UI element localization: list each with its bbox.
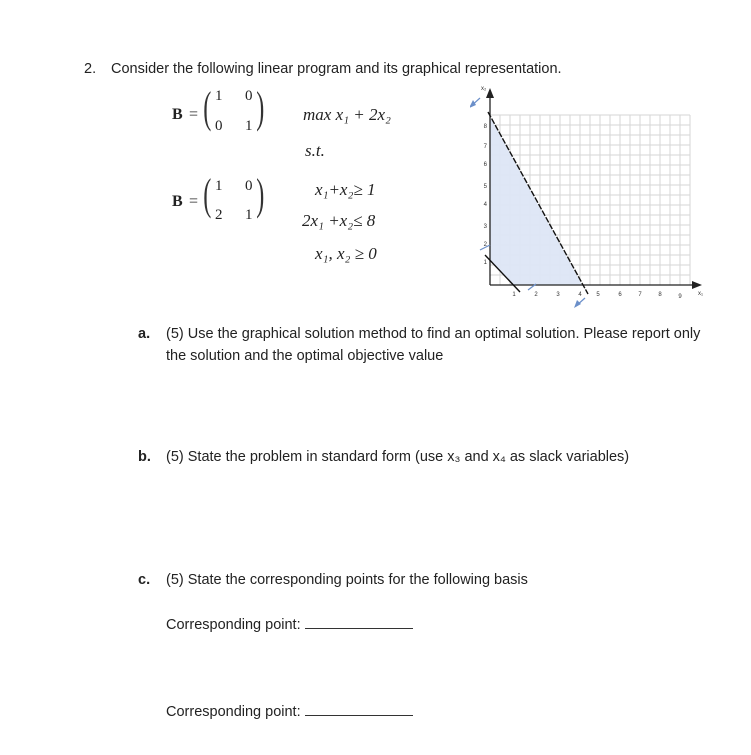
x-tick-label: 7 — [638, 292, 642, 298]
matrix2-cell: 0 — [245, 178, 253, 194]
part-b-text: (5) State the problem in standard form (use x₃ and x₄ as slack variables) — [166, 449, 630, 465]
x-tick-label: 3 — [556, 292, 560, 298]
question-text: Consider the following linear program and its graphical representation. — [111, 61, 562, 77]
part-a-text-line2: the solution and the optimal objective value — [166, 348, 444, 364]
arrow-bottom-right-head — [574, 300, 581, 308]
answer-blank[interactable] — [305, 616, 413, 629]
lp-subject-to: s.t. — [305, 141, 325, 160]
matrix2-cell: 1 — [245, 207, 253, 223]
matrix1-right-paren: ) — [256, 83, 265, 132]
x-tick-label: 5 — [596, 292, 600, 298]
corresponding-point-label: Corresponding point: — [166, 617, 301, 633]
matrix2-equals: = — [189, 193, 199, 210]
y-tick-label: 1 — [483, 260, 487, 266]
part-b-label: b. — [138, 449, 151, 465]
x-axis-arrowhead — [692, 281, 702, 289]
corresponding-point-2 — [166, 703, 413, 720]
matrix1-equals: = — [189, 106, 199, 123]
matrix1-cell: 1 — [245, 118, 253, 134]
lp-constraint-2: 2x₁ +x₂≤ 8 — [302, 211, 376, 230]
part-c-text: (5) State the corresponding points for the following basis — [166, 572, 528, 588]
y-axis-arrowhead — [486, 88, 494, 98]
lp-constraint-1: x₁+x₂≥ 1 — [315, 180, 376, 199]
arrow-top-head — [470, 100, 476, 108]
part-a-text-line1: (5) Use the graphical solution method to find an optimal solution. Please report only — [166, 326, 701, 342]
y-tick-label: 4 — [483, 202, 487, 208]
y-tick-label: 2 — [483, 242, 487, 248]
x-tick-label: 6 — [618, 292, 622, 298]
y-tick-label: 7 — [483, 144, 487, 150]
x-tick-label: 8 — [658, 292, 662, 298]
x-tick-label: 9 — [678, 294, 682, 300]
y-tick-label: 5 — [483, 184, 487, 190]
corresponding-point-1 — [166, 616, 413, 633]
matrix1-label: B — [172, 106, 183, 123]
matrix1-cell: 0 — [215, 118, 223, 134]
answer-blank[interactable] — [305, 703, 413, 716]
matrix1-cell: 0 — [245, 88, 253, 104]
x-tick-label: 4 — [578, 292, 582, 298]
matrix2-label: B — [172, 193, 183, 210]
lp-nonnegativity: x₁, x₂ ≥ 0 — [315, 244, 377, 263]
x-tick-label: 1 — [512, 292, 516, 298]
matrix2-left-paren: ( — [203, 170, 212, 219]
part-c-label: c. — [138, 572, 151, 588]
x-tick-label: 2 — [534, 292, 538, 298]
matrix2-right-paren: ) — [256, 170, 265, 219]
y-axis-label: x₂ — [481, 86, 487, 92]
question-number: 2. — [84, 61, 97, 77]
part-a-label: a. — [138, 326, 151, 342]
matrix2-cell: 1 — [215, 178, 223, 194]
matrix1-left-paren: ( — [203, 83, 212, 132]
x-axis-label: x₁ — [698, 291, 704, 297]
corresponding-point-label: Corresponding point: — [166, 704, 301, 720]
y-tick-label: 6 — [483, 162, 487, 168]
y-tick-label: 8 — [483, 124, 487, 130]
lp-objective: max x₁ + 2x₂ — [303, 105, 391, 124]
matrix2-cell: 2 — [215, 207, 223, 223]
matrix1-cell: 1 — [215, 88, 223, 104]
y-tick-label: 3 — [483, 224, 487, 230]
feasible-region-graph — [470, 80, 710, 320]
